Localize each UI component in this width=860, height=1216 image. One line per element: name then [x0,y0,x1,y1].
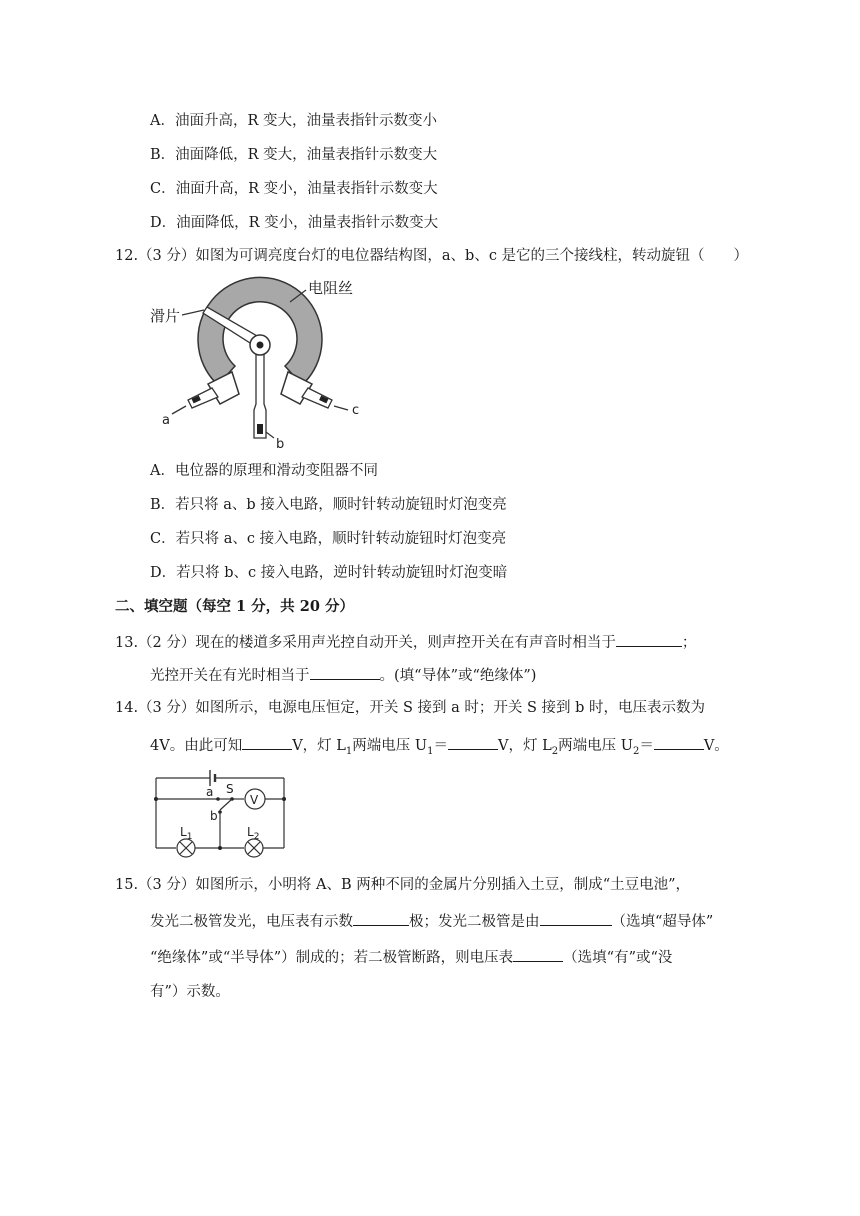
q15-line4: 有”）示数。 [150,984,230,1000]
q14-sub-u1: 1 [427,745,434,757]
lamp-l1-label: $L_1$ [180,825,193,842]
q15-text-5: （选填“有”或“没 [563,950,673,966]
q14-text-4: ＝ [433,738,449,754]
potentiometer-figure [140,276,380,454]
terminal-a-label: a [162,413,170,428]
section-heading: 二、填空题（每空 1 分，共 20 分） [115,598,354,615]
q14-text-8: V。 [703,738,729,754]
q14-text-1: 4V。由此可知 [150,738,243,754]
q11-option-b: B．油面降低，R 变大，油量表指针示数变大 [150,147,438,163]
q15-line1: 15.（3 分）如图所示，小明将 A、B 两种不同的金属片分别插入土豆，制成“土豆电池”， [115,877,691,893]
q14-text-2: V，灯 L [292,738,346,754]
q13-text-2-end: 。(填“导体”或“绝缘体”) [379,668,537,684]
q14-blank-2[interactable] [448,734,498,750]
q14-line2 [150,734,729,762]
q11-option-c: C．油面升高，R 变小，油量表指针示数变大 [150,181,438,197]
q14-text-5: V，灯 L [498,738,552,754]
wire-label: 电阻丝 [308,279,354,297]
q15-blank-2[interactable] [540,910,612,926]
q15-text-1: 发光二极管发光，电压表有示数 [150,914,353,930]
q14-blank-1[interactable] [242,734,292,750]
node-b-label: b [210,809,218,823]
q15-text-2: 极；发光二极管是由 [409,914,540,930]
q15-line3 [150,946,672,968]
q11-option-d: D．油面降低，R 变小，油量表指针示数变大 [150,215,439,231]
q13-text-1-end: ； [681,635,697,651]
q13-line2 [150,664,536,686]
q14-text-6: 两端电压 U [558,738,633,754]
q14-line1: 14.（3 分）如图所示，电源电压恒定，开关 S 接到 a 时；开关 S 接到 b 时，电压表示数为 [115,700,706,716]
q14-sub-u2: 2 [632,745,640,757]
q14-text-3: 两端电压 U [352,738,428,754]
circuit-figure [148,766,298,862]
q12-option-c: C．若只将 a、c 接入电路，顺时针转动旋钮时灯泡变亮 [150,531,507,547]
q15-text-3: （选填“超导体” [611,914,714,930]
q13-blank-2[interactable] [310,664,380,680]
node-a-label: a [206,785,214,799]
q12-option-d: D．若只将 b、c 接入电路，逆时针转动旋钮时灯泡变暗 [150,565,508,581]
terminal-b-label: b [276,437,285,452]
q14-sub-1: 1 [345,745,353,757]
q14-text-7: ＝ [639,738,654,754]
q12-stem: 12.（3 分）如图为可调亮度台灯的电位器结构图，a、b、c 是它的三个接线柱，转动旋钮（ ） [115,248,749,264]
q13-text-1: 13.（2 分）现在的楼道多采用声光控自动开关，则声控开关在有声音时相当于 [115,635,616,651]
q13-text-2: 光控开关在有光时相当于 [150,668,310,684]
voltmeter-label: V [250,793,259,807]
q11-option-a: A．油面升高，R 变大，油量表指针示数变小 [150,113,437,129]
q15-blank-3[interactable] [513,946,563,962]
q13-blank-1[interactable] [616,631,682,647]
q12-option-b: B．若只将 a、b 接入电路，顺时针转动旋钮时灯泡变亮 [150,497,507,513]
q15-text-4: “绝缘体”或“半导体”）制成的；若二极管断路，则电压表 [150,950,514,966]
lamp-l2-label: $L_2$ [247,825,260,842]
q12-option-a: A．电位器的原理和滑动变阻器不同 [150,463,378,479]
q15-blank-1[interactable] [353,910,409,926]
terminal-c-label: c [352,403,360,418]
q14-blank-3[interactable] [654,734,704,750]
slider-label: 滑片 [150,307,181,325]
q15-line2 [150,910,713,932]
switch-s-label: S [226,782,234,796]
q13-line1 [115,631,696,653]
q14-sub-2: 2 [551,745,559,757]
